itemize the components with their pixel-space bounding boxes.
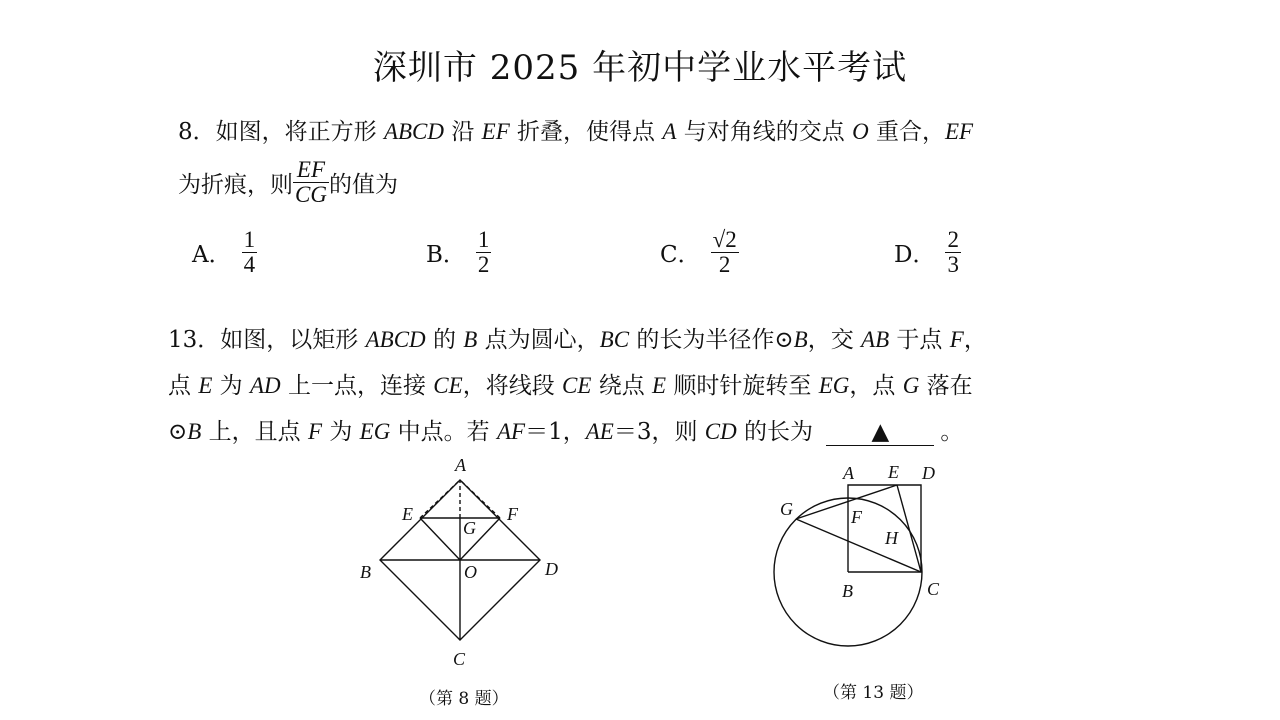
q8-option-d[interactable]	[894, 228, 961, 277]
text-run: 中点。若	[390, 419, 497, 445]
math-variable: B	[463, 327, 478, 352]
q8-label-a: A	[455, 455, 466, 475]
math-variable: AD	[250, 373, 281, 398]
text-run: 的	[425, 327, 464, 353]
text-run: 与对角线的交点	[676, 119, 853, 145]
text-run: 的长为半径作⊙	[629, 327, 794, 353]
text-run: 为	[212, 373, 250, 399]
q13-label-f: F	[851, 507, 862, 527]
math-variable: E	[198, 373, 213, 398]
math-variable: A	[662, 119, 677, 144]
math-variable: EG	[818, 373, 850, 398]
option-a-label: A．	[192, 242, 232, 269]
q8-line2-post: 的值为	[328, 172, 398, 199]
math-variable: EF	[945, 119, 974, 144]
q8-line1-text	[216, 119, 973, 145]
q8-label-e: E	[402, 504, 413, 524]
text-run: 上，且点	[201, 419, 308, 445]
q8-label-d: D	[545, 559, 558, 579]
text-run: 如图，将正方形	[215, 119, 384, 145]
text-run: ⊙	[168, 419, 188, 445]
option-d-fraction	[945, 228, 961, 277]
math-variable: EG	[359, 419, 391, 444]
q8-option-c[interactable]	[660, 228, 739, 277]
option-a-den: 4	[243, 252, 256, 278]
option-c-label: C．	[660, 242, 701, 269]
q8-line2	[178, 158, 398, 207]
q13-number: 13．	[168, 327, 221, 353]
q8-ratio-den: CG	[295, 182, 327, 208]
text-run: 如图，以矩形	[220, 327, 366, 353]
math-variable: B	[187, 419, 202, 444]
math-variable: CE	[562, 373, 592, 398]
answer-mark: ▲	[871, 419, 890, 445]
text-run: 顺时针旋转至	[666, 373, 819, 399]
q13-line-eg	[796, 485, 897, 519]
q13-line3-end: 。	[940, 419, 964, 445]
q13-line1-text	[220, 327, 987, 353]
option-c-den: 2	[711, 252, 739, 277]
text-run: 的长为	[736, 419, 821, 445]
text-run: 于点	[889, 327, 950, 353]
q13-figure	[760, 455, 960, 655]
q8-label-o: O	[464, 562, 477, 582]
q8-label-f: F	[507, 504, 518, 524]
text-run: ，交	[807, 327, 862, 353]
text-run: 点为圆心，	[477, 327, 600, 353]
math-variable: ABCD	[365, 327, 426, 352]
text-run: 绕点	[591, 373, 653, 399]
q8-caption: （第 8 题）	[419, 689, 509, 709]
q13-line3	[168, 413, 963, 446]
text-run: 沿	[444, 119, 482, 145]
math-variable: ABCD	[383, 119, 445, 144]
math-variable: AE	[585, 419, 614, 444]
math-variable: CE	[433, 373, 463, 398]
math-variable: AF	[496, 419, 526, 444]
q13-label-g: G	[780, 499, 793, 519]
text-run: ＝3，则	[613, 419, 705, 445]
math-variable: F	[307, 419, 323, 444]
q8-option-b[interactable]	[426, 228, 491, 277]
q13-label-e: E	[888, 462, 899, 482]
q13-label-d: D	[922, 463, 935, 483]
q13-line2	[168, 367, 973, 400]
text-run: ＝1，	[525, 419, 586, 445]
option-a-fraction	[242, 228, 258, 277]
text-run: ，点	[849, 373, 903, 399]
option-d-label: D．	[894, 242, 936, 269]
q8-line2-pre: 为折痕，则	[178, 172, 293, 199]
q13-line2-text	[168, 373, 973, 399]
option-c-fraction	[711, 228, 739, 277]
q13-label-b: B	[842, 581, 853, 601]
q8-ratio-fraction	[293, 158, 329, 207]
text-run: 重合，	[868, 119, 945, 145]
text-run: ，将线段	[462, 373, 562, 399]
q13-label-h: H	[885, 528, 898, 548]
option-b-num: 1	[477, 227, 490, 252]
q8-label-b: B	[360, 562, 371, 582]
option-c-num: √2	[712, 227, 737, 252]
text-run: 上一点，连接	[280, 373, 434, 399]
q13-line-ec	[897, 485, 921, 572]
option-b-den: 2	[477, 252, 490, 278]
option-b-fraction	[476, 228, 492, 277]
q8-line1	[178, 113, 973, 146]
q8-ratio-num: EF	[296, 157, 326, 182]
page-title: 深圳市 2025 年初中学业水平考试	[372, 48, 908, 88]
q8-figure	[340, 450, 580, 680]
math-variable: E	[652, 373, 667, 398]
option-b-label: B．	[426, 242, 466, 269]
q13-line3-text	[168, 419, 820, 445]
text-run: 为	[322, 419, 360, 445]
math-variable: O	[852, 119, 869, 144]
q8-number: 8．	[178, 119, 216, 145]
q13-label-c: C	[927, 579, 940, 599]
q13-answer-blank[interactable]	[826, 420, 934, 446]
text-run: 落在	[919, 373, 973, 399]
q13-line1	[168, 321, 987, 354]
math-variable: CD	[704, 419, 737, 444]
option-d-den: 3	[947, 252, 959, 278]
q8-label-g: G	[463, 518, 476, 538]
q8-line-eo	[420, 518, 460, 560]
math-variable: B	[793, 327, 808, 352]
math-variable: AB	[861, 327, 890, 352]
q8-label-c: C	[453, 649, 466, 669]
math-variable: BC	[599, 327, 630, 352]
math-variable: EF	[481, 119, 510, 144]
q13-label-a: A	[843, 463, 854, 483]
text-run: ，	[963, 327, 987, 353]
q13-caption: （第 13 题）	[823, 683, 924, 703]
option-d-num: 2	[947, 227, 959, 252]
text-run: 折叠，使得点	[509, 119, 663, 145]
q8-option-a[interactable]	[192, 228, 257, 277]
text-run: 点	[168, 373, 199, 399]
math-variable: F	[949, 327, 964, 352]
option-a-num: 1	[243, 227, 256, 252]
math-variable: G	[902, 373, 920, 398]
